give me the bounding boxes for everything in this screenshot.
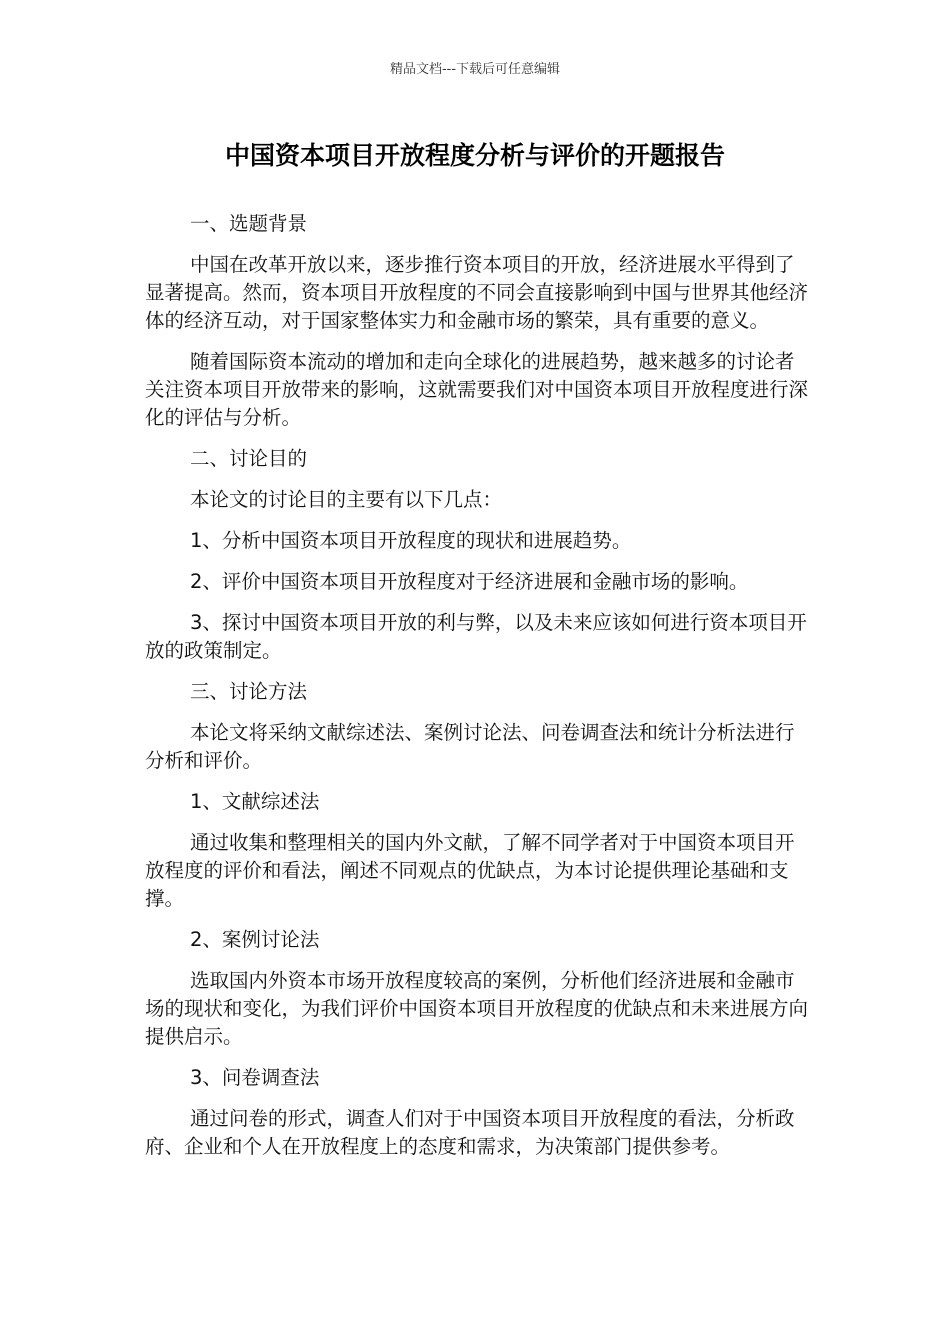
- section-heading: 三、讨论方法: [190, 680, 308, 703]
- paragraph: 随着国际资本流动的增加和走向全球化的进展趋势，越来越多的讨论者关注资本项目开放带来的影响，这就需要我们对中国资本项目开放程度进行深化的评估与分析。: [145, 350, 809, 429]
- section-heading: 一、选题背景: [190, 212, 308, 235]
- list-item: 2、评价中国资本项目开放程度对于经济进展和金融市场的影响。: [190, 570, 749, 593]
- paragraph: 通过问卷的形式，调查人们对于中国资本项目开放程度的看法，分析政府、企业和个人在开放程度上的态度和需求，为决策部门提供参考。: [145, 1107, 795, 1158]
- document-title: 中国资本项目开放程度分析与评价的开题报告: [224, 141, 725, 170]
- subsection-heading: 3、问卷调查法: [190, 1066, 320, 1089]
- paragraph: 通过收集和整理相关的国内外文献，了解不同学者对于中国资本项目开放程度的评价和看法，阐述不同观点的优缺点，为本讨论提供理论基础和支撑。: [145, 831, 795, 910]
- subsection-heading: 2、案例讨论法: [190, 928, 320, 951]
- list-item: 1、分析中国资本项目开放程度的现状和进展趋势。: [190, 529, 632, 552]
- subsection-heading: 1、文献综述法: [190, 790, 320, 813]
- paragraph: 本论文的讨论目的主要有以下几点：: [190, 488, 503, 511]
- paragraph: 本论文将采纳文献综述法、案例讨论法、问卷调查法和统计分析法进行分析和评价。: [145, 721, 795, 772]
- list-item: 3、探讨中国资本项目开放的利与弊，以及未来应该如何进行资本项目开放的政策制定。: [145, 611, 807, 662]
- paragraph: 中国在改革开放以来，逐步推行资本项目的开放，经济进展水平得到了显著提高。然而，资本项目开放程度的不同会直接影响到中国与世界其他经济体的经济互动，对于国家整体实力和金融市场的繁荣，具有重要的意义。: [145, 253, 809, 332]
- paragraph: 选取国内外资本市场开放程度较高的案例，分析他们经济进展和金融市场的现状和变化，为我们评价中国资本项目开放程度的优缺点和未来进展方向提供启示。: [145, 969, 809, 1048]
- section-heading: 二、讨论目的: [190, 447, 308, 470]
- document-body: [145, 210, 810, 1174]
- page-header: 精品文档---下载后可任意编辑: [389, 62, 561, 77]
